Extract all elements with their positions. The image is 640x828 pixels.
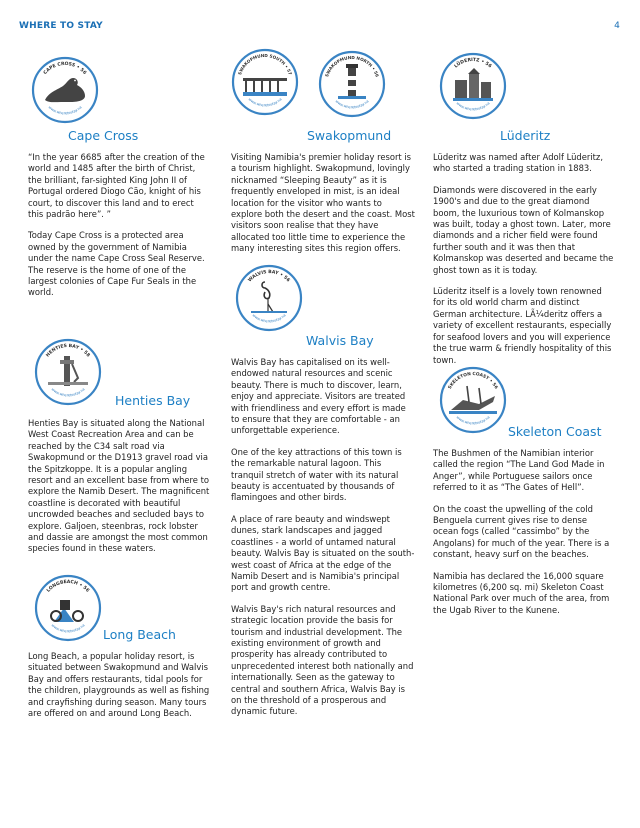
section-title: Walvis Bay bbox=[306, 333, 374, 348]
paragraph: Walvis Bay's rich natural resources and strategic location provide the basis for tourism and industrial development. The existing environment of growth and prosperity has already contributed to unprecedented interest both nationally and internationally. Seen as the gateway to central and southern Africa, Walvis Bay is on the threshold of a prosperous and dynamic future. bbox=[231, 603, 414, 717]
page-number: 4 bbox=[614, 21, 620, 31]
svg-text:WALVIS BAY • 56: WALVIS BAY • 56 bbox=[247, 269, 291, 284]
paragraph: Lüderitz itself is a lovely town renowned for its old world charm and distinct German architecture. LÃ¼deritz offers a variety of excellent restaurants, especially for seafood lovers and you will experience the true warm & friendly hospitality of this town. bbox=[433, 286, 612, 365]
luderitz-badge-icon bbox=[439, 52, 507, 120]
svg-text:HENTIES BAY • 58: HENTIES BAY • 58 bbox=[45, 343, 91, 359]
svg-text:www.wheretostay.na: www.wheretostay.na bbox=[50, 623, 86, 634]
svg-text:www.wheretostay.na: www.wheretostay.na bbox=[50, 387, 86, 398]
paragraph: Today Cape Cross is a protected area owned by the government of Namibia under the name Cape Cross Seal Reserve. The reserve is the home of one of the largest colonies of Cape Fur Seals in the world. bbox=[28, 230, 205, 298]
paragraph: A place of rare beauty and windswept dunes, stark landscapes and jagged coastlines - a world of untamed natural beauty. Walvis Bay is situated on the south-west coast of Africa at the edge of the Namib Desert and is Namibia's principal port and growth centre. bbox=[231, 513, 415, 593]
paragraph: Henties Bay is situated along the National West Coast Recreation Area and can be reached by the C34 salt road via Swakopmund or the D1913 gravel road via the Spitzkoppe. It is a popular angling resort and an excellent base from where to explore the Namib Desert. The magnificent coastline is decorated with beautiful uncrowded beaches and secluded bays to explore. Galjoen, steenbras, rock lobster and dassie are amongst the most common species found in these waters. bbox=[28, 418, 210, 554]
svg-text:www.wheretostay.na: www.wheretostay.na bbox=[47, 105, 83, 116]
swakopmund-south-badge-icon bbox=[231, 48, 299, 116]
section-title: Lüderitz bbox=[500, 128, 551, 143]
paragraph: Visiting Namibia's premier holiday resort is a tourism highlight. Swakopmund, lovingly nicknamed “Sleeping Beauty” as it is frequently enveloped in mist, is an ideal location for the visitor who wants to explore both the desert and the coast. Most visitors soon realise that they have allocated too little time to experience the many interesting sites this region offers. bbox=[231, 152, 415, 254]
cape-cross-badge-icon bbox=[31, 56, 99, 124]
paragraph: Lüderitz was named after Adolf Lüderitz, who started a trading station in 1883. bbox=[433, 152, 603, 174]
page-header-title: WHERE TO STAY bbox=[19, 21, 103, 31]
svg-text:www.wheretostay.na: www.wheretostay.na bbox=[455, 415, 491, 426]
svg-text:LÜDERITZ • 56: LÜDERITZ • 56 bbox=[453, 57, 493, 70]
column-middle bbox=[231, 52, 415, 717]
section-title: Swakopmund bbox=[307, 128, 392, 143]
section-swakopmund bbox=[231, 52, 415, 264]
paragraph: One of the key attractions of this town is the remarkable natural lagoon. This tranquil stretch of water with its natural beauty is accentuated by thousands of flamingoes and other birds. bbox=[231, 446, 402, 503]
section-title: Cape Cross bbox=[68, 128, 139, 143]
section-title: Henties Bay bbox=[115, 393, 191, 408]
paragraph: Namibia has declared the 16,000 square kilometres (6,200 sq. mi) Skeleton Coast National Park over much of the area, from the Ugab River to the Kunene. bbox=[433, 570, 610, 615]
svg-text:LONGBEACH • 56: LONGBEACH • 56 bbox=[46, 579, 90, 594]
skeleton-coast-badge-icon bbox=[439, 366, 507, 434]
section-title: Skeleton Coast bbox=[508, 424, 602, 439]
walvis-bay-badge-icon bbox=[235, 264, 303, 332]
paragraph: Walvis Bay has capitalised on its well-endowed natural resources and scenic beauty. There is much to discover, learn, enjoy and appreciate. Visitors are treated with friendliness and every effort is made to ensure that they are comfortable - an unforgettable experience. bbox=[231, 357, 406, 436]
section-henties-bay bbox=[28, 338, 210, 574]
svg-text:CAPE CROSS • 56: CAPE CROSS • 56 bbox=[43, 61, 87, 76]
section-long-beach bbox=[28, 574, 210, 734]
svg-text:SKELETON COAST • 56: SKELETON COAST • 56 bbox=[447, 371, 499, 391]
svg-text:www.wheretostay.na: www.wheretostay.na bbox=[251, 313, 287, 324]
paragraph: The Bushmen of the Namibian interior called the region “The Land God Made in Anger”, while Portuguese sailors once referred to it as “The Gates of Hell”. bbox=[433, 448, 605, 493]
paragraph: Diamonds were discovered in the early 1900's and due to the great diamond boom, the luxurious town of Kolmanskop was built, today a ghost town. Later, more diamonds and a richer field were found further south and it was then that Kolmanskop was deserted and became the ghost town as it is today. bbox=[433, 184, 614, 275]
svg-text:www.wheretostay.na: www.wheretostay.na bbox=[247, 97, 283, 108]
long-beach-badge-icon bbox=[34, 574, 102, 642]
paragraph: On the coast the upwelling of the cold Benguela current gives rise to dense ocean fogs (called “cassimbo” by the Angolans) for much of the year. There is a constant, heavy surf on the beaches. bbox=[433, 503, 610, 560]
swakopmund-north-badge-icon bbox=[318, 50, 386, 118]
svg-text:www.wheretostay.na: www.wheretostay.na bbox=[455, 101, 491, 112]
henties-bay-badge-icon bbox=[34, 338, 102, 406]
column-right bbox=[433, 56, 615, 615]
paragraph: Long Beach, a popular holiday resort, is situated between Swakopmund and Walvis Bay and offers restaurants, tidal pools for the children, playgrounds as well as fishing and crayfishing during season. Many tours are offered on and around Long Beach. bbox=[28, 651, 210, 719]
section-luderitz bbox=[433, 56, 615, 366]
section-title: Long Beach bbox=[103, 627, 176, 642]
column-left bbox=[28, 56, 210, 734]
svg-text:SWAKOPMUND NORTH • 56: SWAKOPMUND NORTH • 56 bbox=[324, 54, 380, 78]
svg-text:www.wheretostay.na: www.wheretostay.na bbox=[334, 99, 370, 110]
paragraph: “In the year 6685 after the creation of the world and 1485 after the birth of Christ, the brilliant, far-sighted King John II of Portugal ordered Diogo Cão, knight of his court, to discover this land and to erect this padrão here”. ” bbox=[28, 152, 205, 220]
section-cape-cross bbox=[28, 56, 210, 338]
svg-text:SWAKOPMUND SOUTH • 57: SWAKOPMUND SOUTH • 57 bbox=[237, 52, 293, 76]
